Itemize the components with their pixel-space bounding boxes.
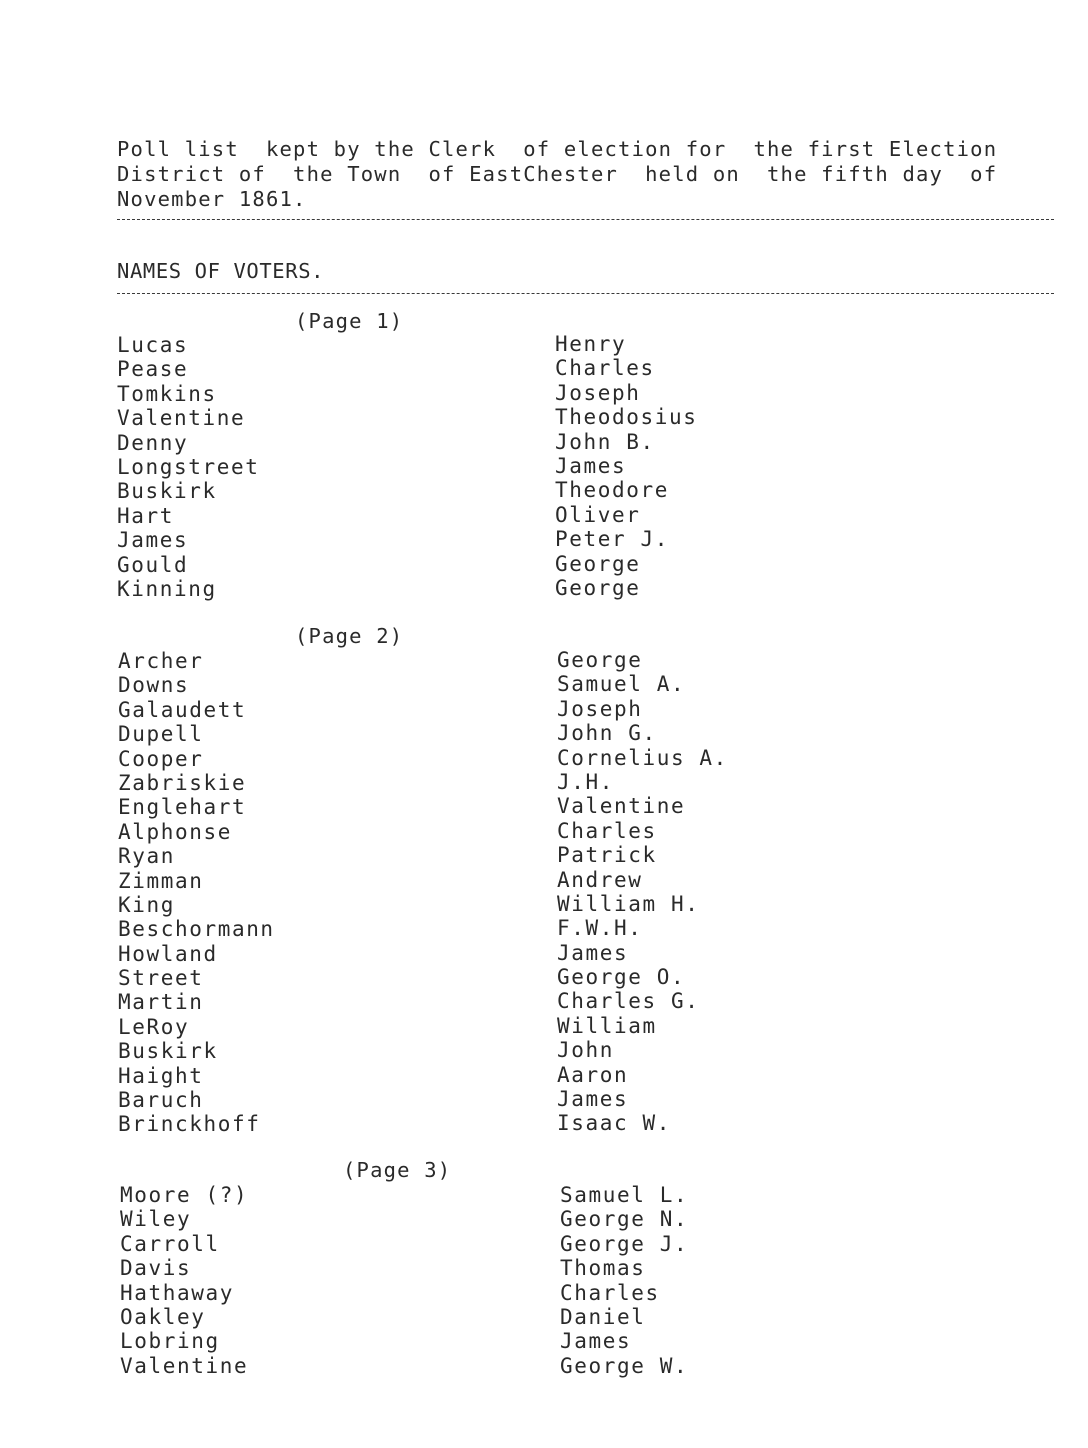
voter-given-name: James: [557, 940, 629, 965]
voter-surname: Tomkins: [117, 381, 217, 406]
voter-surname: Brinckhoff: [118, 1112, 261, 1137]
voter-given-name: Theodore: [555, 478, 669, 503]
page-label-1: (Page 1): [295, 309, 404, 333]
voter-given-name: Samuel L.: [560, 1183, 689, 1207]
voter-surname: Oakley: [120, 1304, 206, 1329]
voter-surname: Ryan: [118, 844, 175, 869]
voter-surname: Moore (?): [120, 1183, 249, 1207]
voter-given-name: Henry: [555, 332, 627, 356]
voter-given-name: Theodosius: [555, 405, 698, 430]
page-label-3: (Page 3): [343, 1158, 452, 1182]
title-line-3: November 1861.: [117, 187, 307, 211]
voter-given-name: Aaron: [557, 1062, 629, 1087]
voter-given-name: Charles: [560, 1280, 660, 1305]
voter-surname: Valentine: [120, 1353, 249, 1378]
voter-given-name: Joseph: [557, 696, 643, 721]
voter-surname: LeRoy: [118, 1014, 190, 1039]
voter-given-name: Daniel: [560, 1304, 646, 1329]
voter-surname: Gould: [117, 552, 189, 577]
voter-surname: Haight: [118, 1063, 204, 1088]
voter-surname: Galaudett: [118, 697, 247, 722]
voter-surname: King: [118, 892, 175, 917]
given-name-list-page-3: [560, 1183, 688, 1378]
voter-surname: Alphonse: [118, 819, 232, 844]
voter-given-name: James: [555, 453, 627, 478]
voter-surname: Cooper: [118, 746, 204, 771]
voter-given-name: Charles: [557, 818, 657, 843]
voter-given-name: Patrick: [557, 843, 657, 868]
voter-given-name: James: [560, 1329, 632, 1354]
voter-given-name: Cornelius A.: [557, 745, 728, 770]
voter-given-name: George J.: [560, 1231, 689, 1256]
voter-given-name: Oliver: [555, 502, 641, 527]
voter-surname: Lucas: [117, 333, 189, 357]
voter-surname: Buskirk: [117, 479, 217, 504]
voter-surname: Buskirk: [118, 1039, 218, 1064]
surname-list-page-1: [117, 333, 259, 601]
voter-given-name: F.W.H.: [557, 916, 643, 941]
voter-given-name: Thomas: [560, 1256, 646, 1281]
voter-surname: Valentine: [117, 406, 246, 431]
voter-given-name: George: [555, 551, 641, 576]
divider-heading: [117, 293, 1054, 294]
voter-surname: Archer: [118, 649, 204, 673]
voter-surname: Downs: [118, 673, 190, 698]
voter-given-name: Peter J.: [555, 527, 669, 552]
voter-surname: Hathaway: [120, 1280, 234, 1305]
voter-surname: Howland: [118, 941, 218, 966]
surname-list-page-3: [120, 1183, 248, 1378]
voter-given-name: William H.: [557, 891, 700, 916]
voter-surname: Street: [118, 966, 204, 991]
voter-surname: Davis: [120, 1256, 192, 1281]
divider-top: [117, 219, 1054, 220]
voter-surname: Carroll: [120, 1231, 220, 1256]
voter-given-name: George W.: [560, 1353, 689, 1378]
voter-surname: Dupell: [118, 722, 204, 747]
voter-surname: James: [117, 528, 189, 553]
voter-given-name: John G.: [557, 721, 657, 746]
voter-given-name: George: [555, 575, 641, 600]
voter-given-name: Valentine: [557, 794, 686, 819]
voter-given-name: George: [557, 648, 643, 672]
voter-surname: Zabriskie: [118, 770, 247, 795]
voter-given-name: Charles: [555, 356, 655, 381]
voter-given-name: John: [557, 1038, 614, 1063]
voter-given-name: George O.: [557, 965, 686, 990]
surname-list-page-2: [118, 649, 275, 1137]
voter-surname: Englehart: [118, 795, 247, 820]
voter-given-name: Joseph: [555, 380, 641, 405]
voter-surname: Pease: [117, 357, 189, 382]
title-line-1: Poll list kept by the Clerk of election for the first Election: [117, 137, 998, 161]
voter-given-name: George N.: [560, 1207, 689, 1232]
voter-surname: Zimman: [118, 868, 204, 893]
voter-surname: Martin: [118, 990, 204, 1015]
voter-surname: Longstreet: [117, 454, 260, 479]
voter-given-name: William: [557, 1013, 657, 1038]
voter-surname: Baruch: [118, 1088, 204, 1113]
voter-surname: Beschormann: [118, 917, 275, 942]
voter-given-name: Isaac W.: [557, 1111, 671, 1136]
voter-surname: Wiley: [120, 1207, 192, 1232]
section-heading: NAMES OF VOTERS.: [117, 259, 325, 283]
voter-given-name: James: [557, 1087, 629, 1112]
given-name-list-page-1: [555, 332, 697, 600]
voter-given-name: Charles G.: [557, 989, 700, 1014]
given-name-list-page-2: [557, 648, 728, 1136]
page-label-2: (Page 2): [295, 624, 404, 648]
voter-given-name: Andrew: [557, 867, 643, 892]
voter-surname: Lobring: [120, 1329, 220, 1354]
voter-given-name: J.H.: [557, 769, 614, 794]
voter-given-name: Samuel A.: [557, 672, 686, 697]
voter-surname: Kinning: [117, 576, 217, 601]
voter-given-name: John B.: [555, 429, 655, 454]
voter-surname: Denny: [117, 430, 189, 455]
title-line-2: District of the Town of EastChester held on the fifth day of: [117, 162, 998, 186]
voter-surname: Hart: [117, 503, 174, 528]
